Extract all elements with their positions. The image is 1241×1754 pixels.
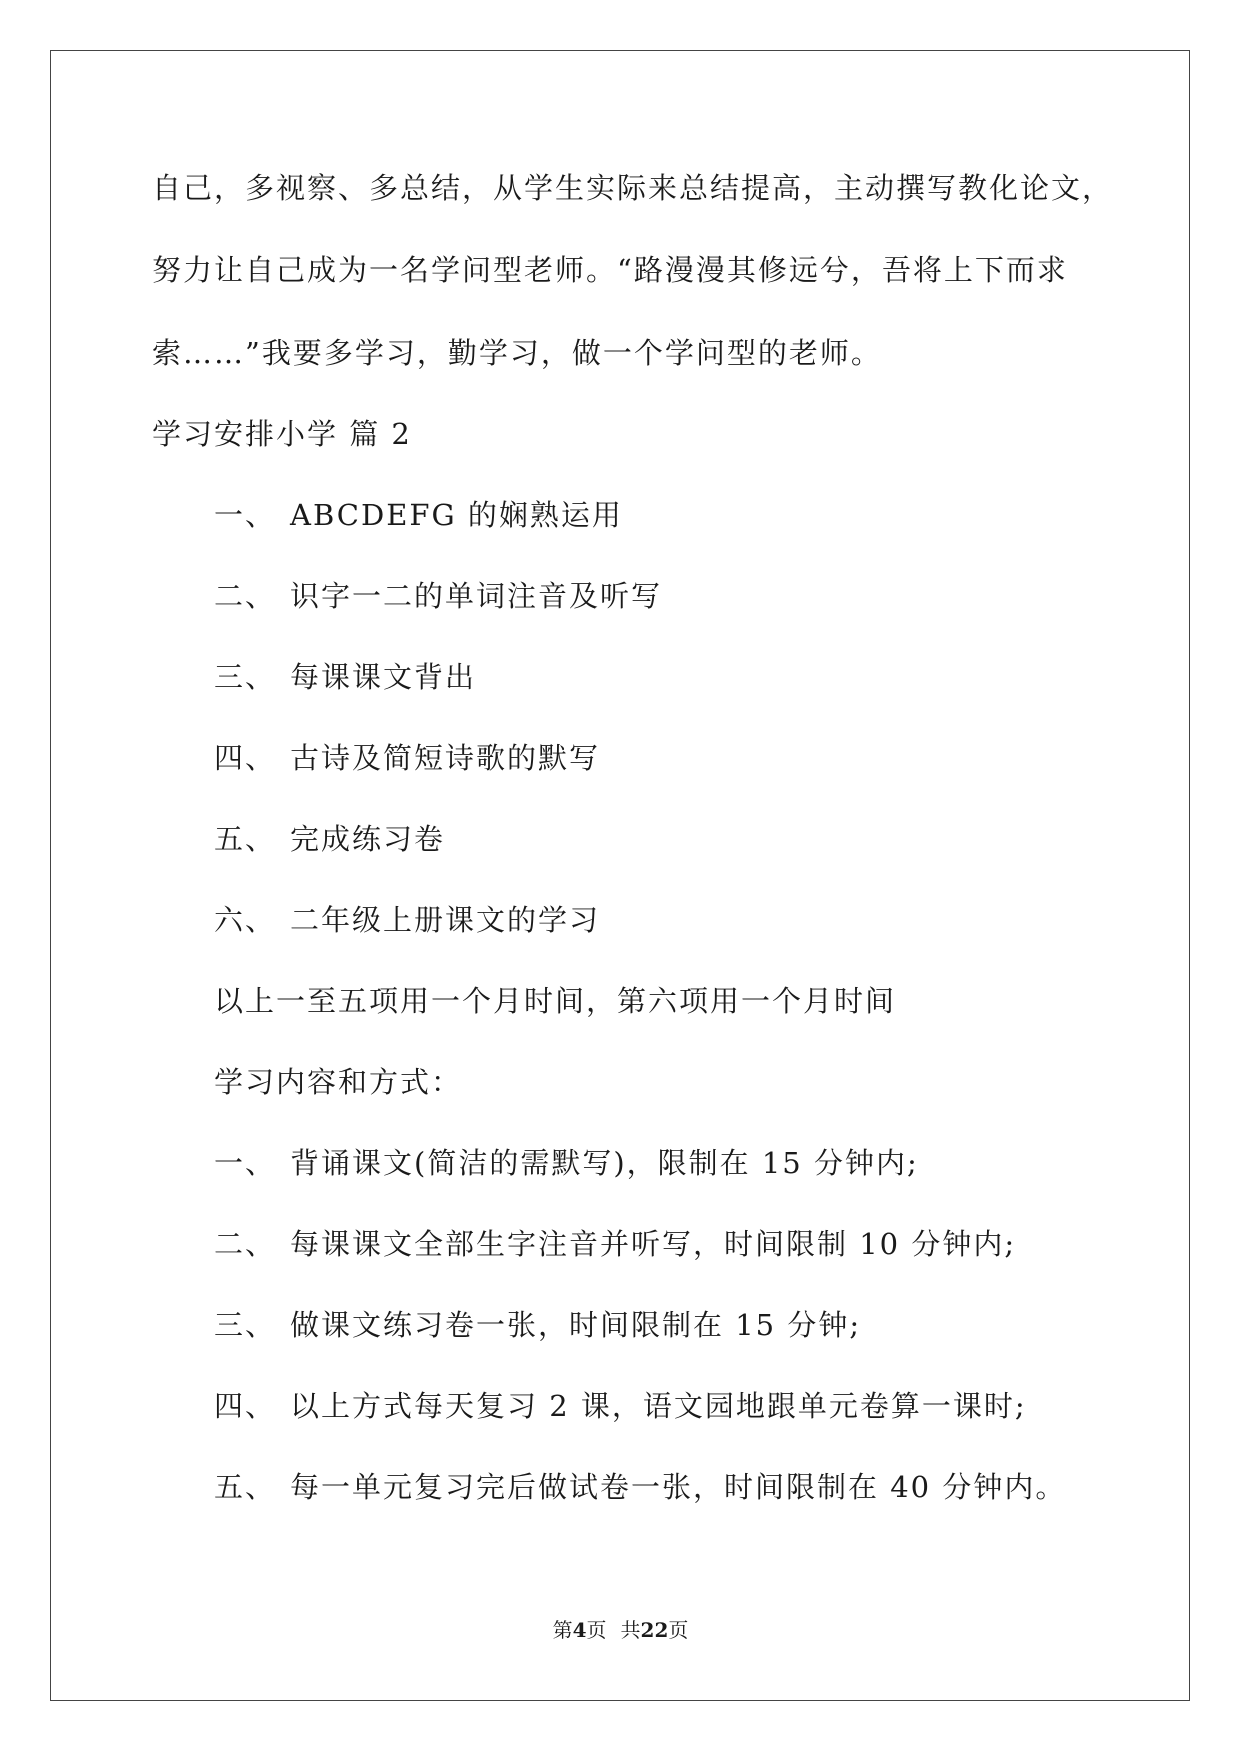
- plan-item: [214, 740, 600, 776]
- plan-item: [214, 902, 600, 938]
- method-item-number: 五、: [214, 1470, 277, 1504]
- footer-total-pages: 22: [640, 1618, 669, 1642]
- footer-total-suffix: 页: [668, 1618, 689, 1642]
- method-item-text: 做课文练习卷一张，时间限制在 15 分钟;: [290, 1308, 862, 1342]
- method-item-text: 每一单元复习完后做试卷一张，时间限制在 40 分钟内。: [290, 1470, 1067, 1504]
- plan-item-number: 六、: [214, 903, 277, 937]
- method-item-text: 背诵课文(简洁的需默写)，限制在 15 分钟内;: [290, 1146, 919, 1180]
- footer-page-suffix: 页: [586, 1618, 607, 1642]
- section-title: 学习安排小学 篇 2: [152, 417, 412, 451]
- paragraph-line-2: 努力让自己成为一名学问型老师。“路漫漫其修远兮，吾将上下而求: [152, 253, 1068, 287]
- method-item: [214, 1469, 1066, 1505]
- plan-item: [214, 821, 445, 857]
- plan-item-text: 古诗及简短诗歌的默写: [290, 741, 601, 775]
- paragraph-line-1: 自己，多视察、多总结，从学生实际来总结提高，主动撰写教化论文，: [152, 171, 1114, 205]
- method-heading: 学习内容和方式：: [214, 1065, 463, 1099]
- plan-item-text: ABCDEFG 的娴熟运用: [290, 498, 623, 532]
- plan-item-number: 二、: [214, 579, 277, 613]
- plan-item-text: 二年级上册课文的学习: [290, 903, 601, 937]
- plan-item: [214, 497, 623, 533]
- method-item-text: 以上方式每天复习 2 课，语文园地跟单元卷算一课时;: [290, 1389, 1027, 1423]
- plan-item: [214, 578, 662, 614]
- plan-item-number: 四、: [214, 741, 277, 775]
- method-item-number: 四、: [214, 1389, 277, 1423]
- plan-item-text: 完成练习卷: [290, 822, 446, 856]
- footer-prefix: 第: [552, 1618, 573, 1642]
- method-item: [214, 1226, 1016, 1262]
- method-item-number: 二、: [214, 1227, 277, 1261]
- paragraph-line-3: 索……”我要多学习，勤学习，做一个学问型的老师。: [152, 336, 882, 370]
- method-item: [214, 1307, 861, 1343]
- page-border: [50, 50, 1190, 1701]
- time-note: 以上一至五项用一个月时间，第六项用一个月时间: [214, 984, 897, 1018]
- footer-total-prefix: 共: [620, 1618, 641, 1642]
- plan-item-number: 一、: [214, 498, 277, 532]
- footer-page-number: 4: [572, 1618, 587, 1642]
- plan-item-number: 三、: [214, 660, 277, 694]
- method-item-text: 每课课文全部生字注音并听写，时间限制 10 分钟内;: [290, 1227, 1017, 1261]
- page-footer: [0, 1618, 1241, 1642]
- plan-item-text: 识字一二的单词注音及听写: [290, 579, 663, 613]
- method-item-number: 三、: [214, 1308, 277, 1342]
- plan-item-text: 每课课文背出: [290, 660, 477, 694]
- plan-item: [214, 659, 476, 695]
- method-item-number: 一、: [214, 1146, 277, 1180]
- plan-item-number: 五、: [214, 822, 277, 856]
- method-item: [214, 1145, 919, 1181]
- method-item: [214, 1388, 1027, 1424]
